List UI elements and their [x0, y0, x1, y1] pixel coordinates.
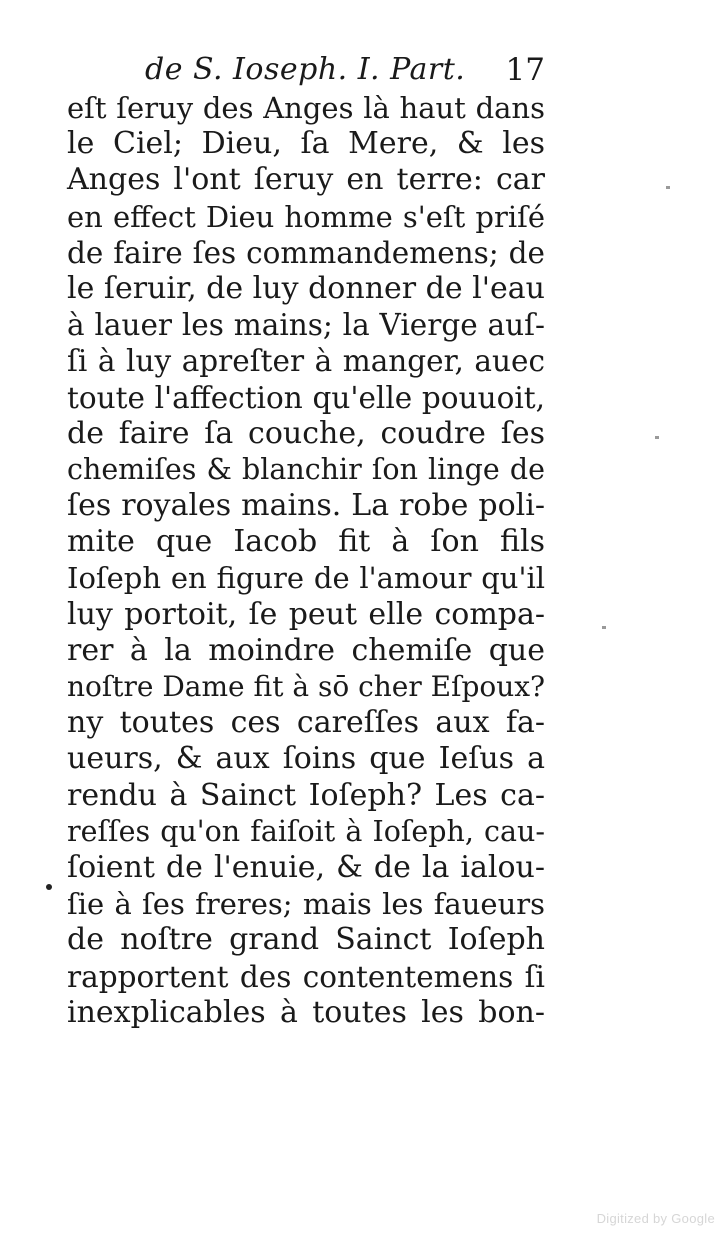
- text-line: toute l'affection qu'elle pouuoit,: [67, 380, 545, 415]
- margin-dot: [46, 884, 52, 890]
- text-line: en effect Dieu homme s'eſt priſé: [67, 199, 545, 234]
- paper-speck: [655, 436, 659, 439]
- text-line: inexplicables à toutes les bon-: [67, 994, 545, 1030]
- text-line: Anges l'ont ſeruy en terre: car: [67, 162, 545, 198]
- running-head: [75, 52, 545, 92]
- text-line: noſtre Dame fit à sō cher Eſpoux?: [67, 670, 546, 703]
- text-line: le Ciel; Dieu, ſa Mere, & les: [67, 126, 545, 162]
- text-line: ſes royales mains. La robe poli-: [67, 488, 545, 524]
- running-title: de S. Ioseph. I. Part.: [145, 52, 466, 87]
- paper-speck: [666, 186, 670, 189]
- text-line: rendu à Sainct Ioſeph? Les ca-: [67, 777, 545, 813]
- text-line: ſie à ſes freres; mais les faueurs: [67, 887, 545, 922]
- text-line: le ſeruir, de luy donner de l'eau: [67, 270, 545, 306]
- text-line: de noſtre grand Sainct Ioſeph: [67, 922, 545, 958]
- text-line: ny toutes ces careſſes aux fa-: [67, 705, 545, 741]
- text-line: chemiſes & blanchir ſon linge de: [67, 452, 545, 486]
- text-line: ſi à luy apreſter à manger, auec: [67, 344, 545, 379]
- text-line: Ioſeph en figure de l'amour qu'il: [67, 561, 545, 596]
- body-text: [67, 90, 545, 1031]
- text-line: luy portoit, ſe peut elle compa-: [67, 596, 545, 632]
- text-line: mite que Iacob fit à ſon fils: [67, 524, 545, 560]
- text-line: rapportent des contentemens ſi: [67, 959, 545, 994]
- paper-speck: [602, 626, 606, 629]
- text-line: ſoient de l'enuie, & de la ialou-: [67, 849, 545, 885]
- text-line: reſſes qu'on faiſoit à Ioſeph, cau-: [67, 814, 545, 848]
- page-number: 17: [505, 52, 545, 88]
- text-line: rer à la moindre chemiſe que: [67, 632, 545, 668]
- text-line: de faire ſes commandemens; de: [67, 235, 545, 270]
- text-line: à lauer les mains; la Vierge auſ-: [67, 308, 545, 343]
- text-line: ueurs, & aux ſoins que Ieſus a: [67, 741, 545, 777]
- watermark: Digitized by Google: [596, 1211, 715, 1226]
- text-line: de faire ſa couche, coudre ſes: [67, 415, 545, 451]
- text-line: eſt ſeruy des Anges là haut dans: [67, 91, 545, 125]
